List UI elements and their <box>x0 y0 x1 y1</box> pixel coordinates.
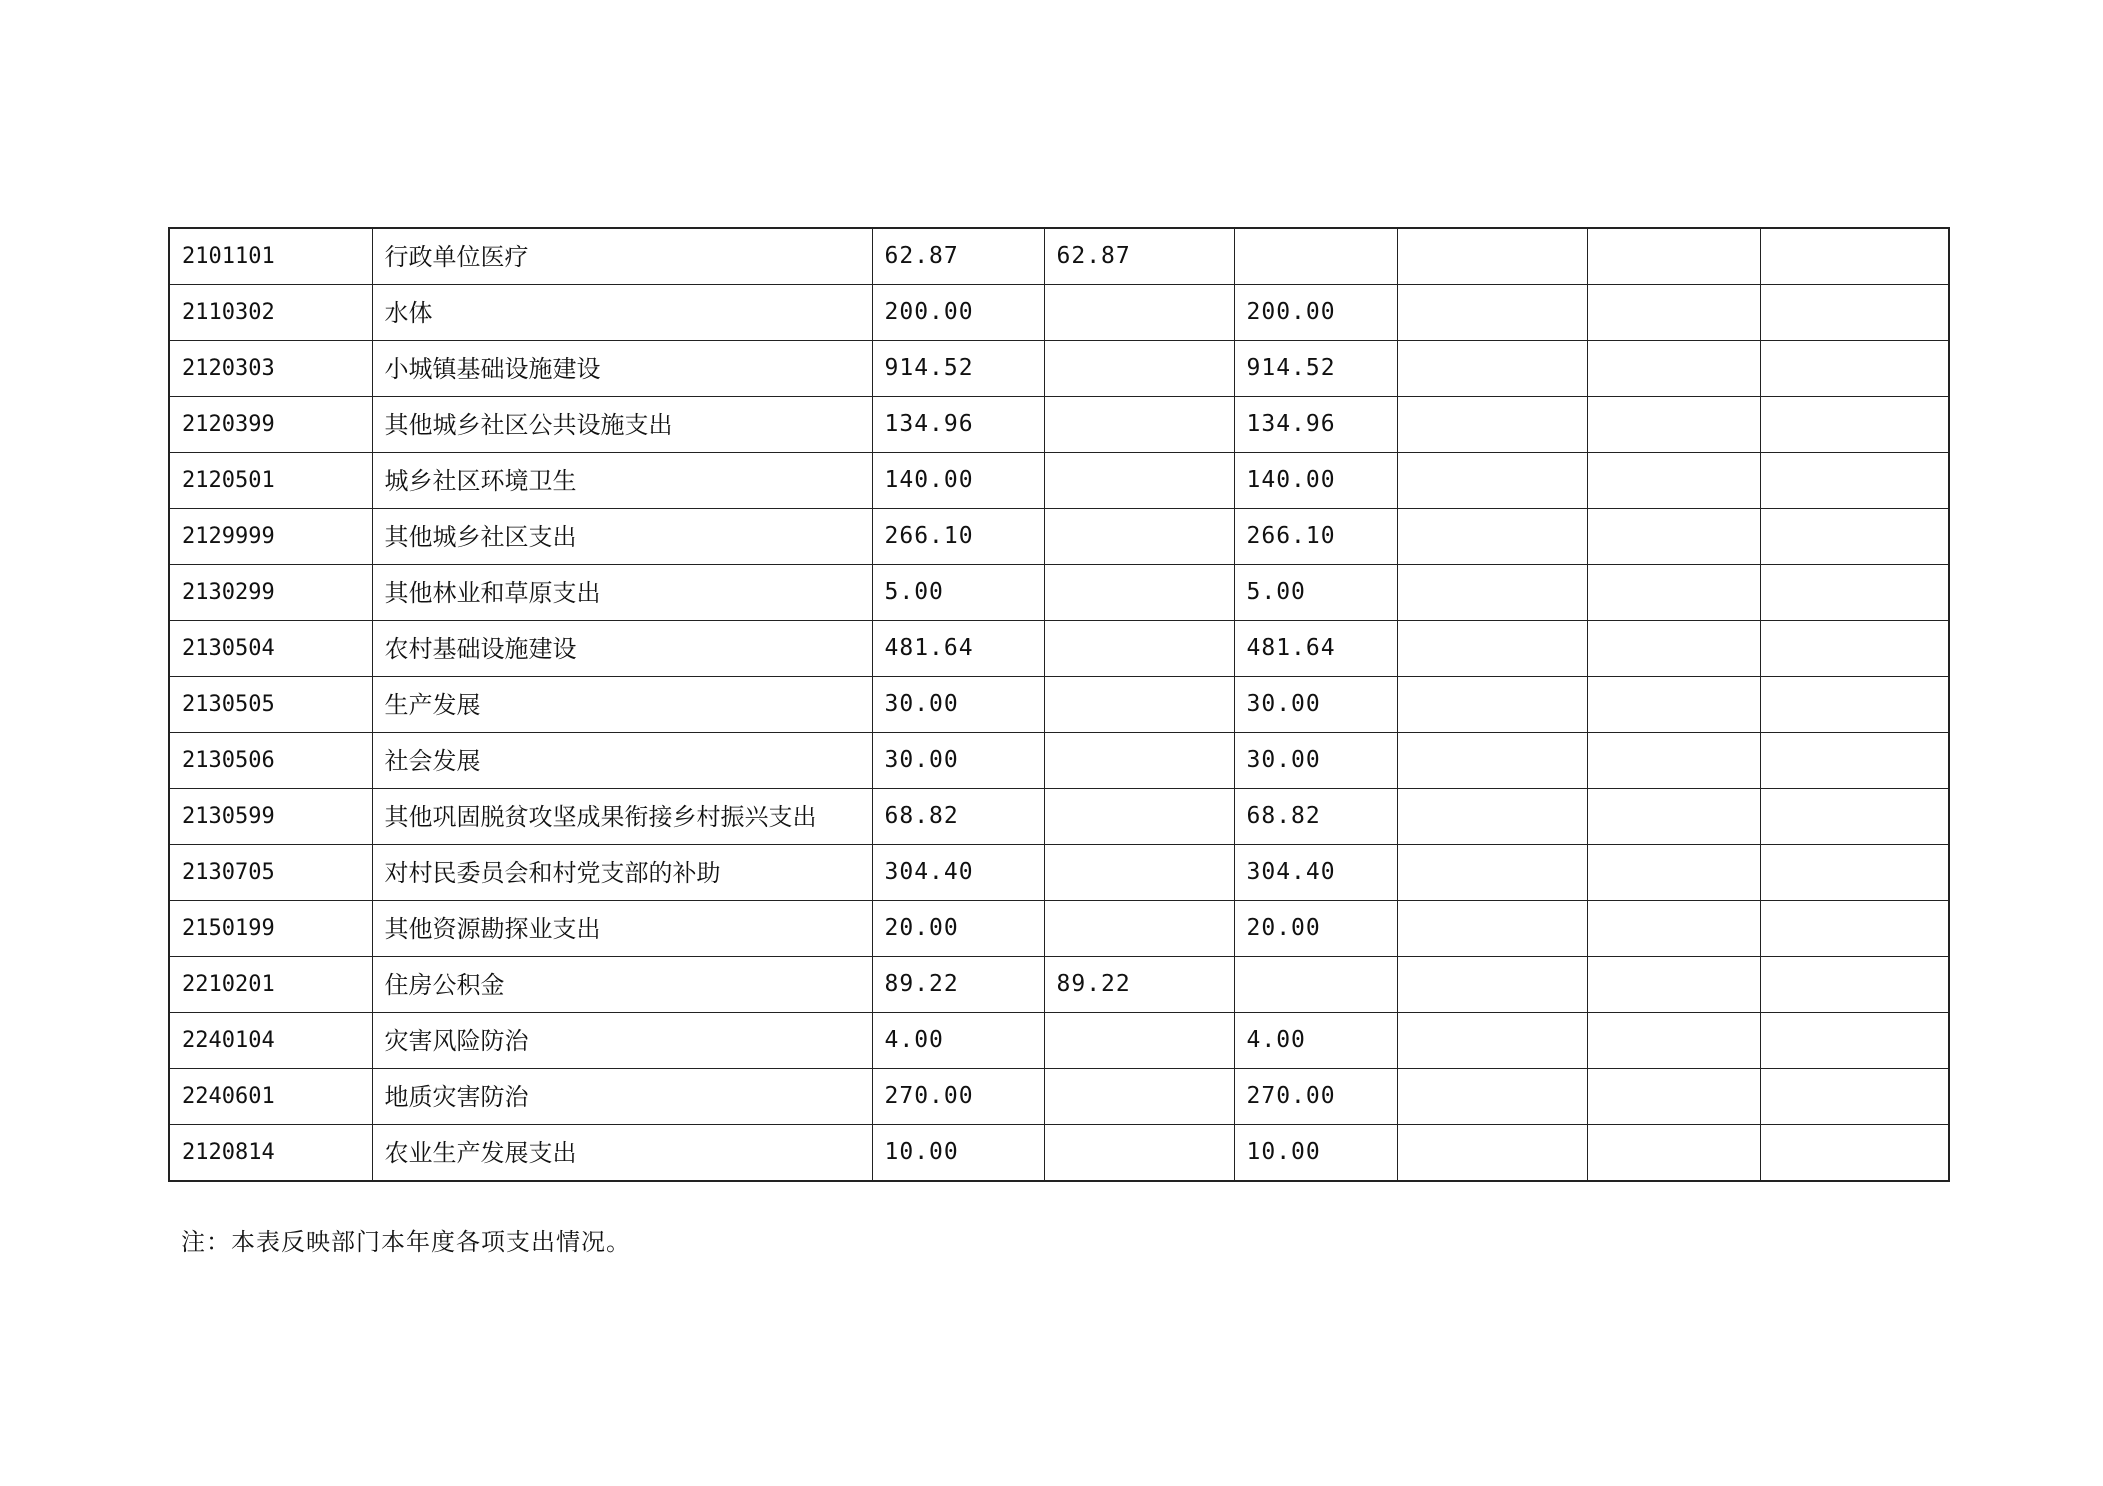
table-row <box>169 901 1949 957</box>
column-7-cell <box>1587 901 1760 957</box>
project-expenditure-cell: 200.00 <box>1234 285 1397 341</box>
column-8-cell <box>1760 341 1949 397</box>
column-8-cell <box>1760 1069 1949 1125</box>
function-name-cell: 其他林业和草原支出 <box>372 565 872 621</box>
function-name-cell: 灾害风险防治 <box>372 1013 872 1069</box>
total-amount-cell: 266.10 <box>872 509 1044 565</box>
function-name-cell: 地质灾害防治 <box>372 1069 872 1125</box>
table-row <box>169 733 1949 789</box>
table-footnote: 注：本表反映部门本年度各项支出情况。 <box>181 1228 631 1256</box>
expenditure-table-container <box>168 227 1948 1182</box>
total-amount-cell: 4.00 <box>872 1013 1044 1069</box>
total-amount-cell: 270.00 <box>872 1069 1044 1125</box>
function-name-cell: 其他城乡社区公共设施支出 <box>372 397 872 453</box>
function-name-cell: 水体 <box>372 285 872 341</box>
basic-expenditure-cell <box>1044 621 1234 677</box>
project-expenditure-cell: 266.10 <box>1234 509 1397 565</box>
table-row <box>169 957 1949 1013</box>
total-amount-cell: 30.00 <box>872 677 1044 733</box>
function-code-cell: 2110302 <box>169 285 372 341</box>
column-6-cell <box>1397 509 1587 565</box>
column-8-cell <box>1760 733 1949 789</box>
basic-expenditure-cell <box>1044 677 1234 733</box>
column-6-cell <box>1397 733 1587 789</box>
basic-expenditure-cell <box>1044 397 1234 453</box>
project-expenditure-cell: 10.00 <box>1234 1125 1397 1182</box>
column-6-cell <box>1397 957 1587 1013</box>
project-expenditure-cell: 914.52 <box>1234 341 1397 397</box>
table-row <box>169 341 1949 397</box>
column-6-cell <box>1397 1125 1587 1182</box>
column-7-cell <box>1587 509 1760 565</box>
column-6-cell <box>1397 228 1587 285</box>
table-row <box>169 845 1949 901</box>
basic-expenditure-cell <box>1044 1069 1234 1125</box>
function-code-cell: 2120501 <box>169 453 372 509</box>
column-6-cell <box>1397 789 1587 845</box>
total-amount-cell: 200.00 <box>872 285 1044 341</box>
project-expenditure-cell: 304.40 <box>1234 845 1397 901</box>
column-7-cell <box>1587 453 1760 509</box>
function-name-cell: 住房公积金 <box>372 957 872 1013</box>
total-amount-cell: 134.96 <box>872 397 1044 453</box>
project-expenditure-cell: 140.00 <box>1234 453 1397 509</box>
column-7-cell <box>1587 341 1760 397</box>
column-8-cell <box>1760 677 1949 733</box>
table-row <box>169 565 1949 621</box>
function-code-cell: 2240601 <box>169 1069 372 1125</box>
table-row <box>169 285 1949 341</box>
basic-expenditure-cell <box>1044 789 1234 845</box>
column-6-cell <box>1397 565 1587 621</box>
basic-expenditure-cell: 62.87 <box>1044 228 1234 285</box>
column-7-cell <box>1587 677 1760 733</box>
column-8-cell <box>1760 901 1949 957</box>
total-amount-cell: 68.82 <box>872 789 1044 845</box>
project-expenditure-cell: 20.00 <box>1234 901 1397 957</box>
function-name-cell: 其他城乡社区支出 <box>372 509 872 565</box>
function-code-cell: 2150199 <box>169 901 372 957</box>
project-expenditure-cell <box>1234 957 1397 1013</box>
column-7-cell <box>1587 789 1760 845</box>
column-6-cell <box>1397 341 1587 397</box>
column-7-cell <box>1587 845 1760 901</box>
project-expenditure-cell: 270.00 <box>1234 1069 1397 1125</box>
project-expenditure-cell: 4.00 <box>1234 1013 1397 1069</box>
function-name-cell: 社会发展 <box>372 733 872 789</box>
column-8-cell <box>1760 845 1949 901</box>
column-7-cell <box>1587 1069 1760 1125</box>
total-amount-cell: 481.64 <box>872 621 1044 677</box>
column-6-cell <box>1397 1013 1587 1069</box>
function-code-cell: 2120303 <box>169 341 372 397</box>
table-row <box>169 621 1949 677</box>
column-8-cell <box>1760 1013 1949 1069</box>
column-7-cell <box>1587 733 1760 789</box>
function-name-cell: 行政单位医疗 <box>372 228 872 285</box>
project-expenditure-cell: 30.00 <box>1234 733 1397 789</box>
function-name-cell: 农业生产发展支出 <box>372 1125 872 1182</box>
total-amount-cell: 20.00 <box>872 901 1044 957</box>
project-expenditure-cell: 5.00 <box>1234 565 1397 621</box>
table-row <box>169 1125 1949 1182</box>
basic-expenditure-cell <box>1044 1013 1234 1069</box>
total-amount-cell: 30.00 <box>872 733 1044 789</box>
table-row <box>169 228 1949 285</box>
basic-expenditure-cell <box>1044 901 1234 957</box>
column-6-cell <box>1397 1069 1587 1125</box>
column-8-cell <box>1760 621 1949 677</box>
column-6-cell <box>1397 677 1587 733</box>
column-6-cell <box>1397 397 1587 453</box>
column-8-cell <box>1760 509 1949 565</box>
column-8-cell <box>1760 228 1949 285</box>
table-row <box>169 1013 1949 1069</box>
function-code-cell: 2240104 <box>169 1013 372 1069</box>
column-7-cell <box>1587 285 1760 341</box>
function-code-cell: 2130599 <box>169 789 372 845</box>
table-row <box>169 509 1949 565</box>
total-amount-cell: 914.52 <box>872 341 1044 397</box>
column-6-cell <box>1397 901 1587 957</box>
total-amount-cell: 5.00 <box>872 565 1044 621</box>
table-row <box>169 453 1949 509</box>
total-amount-cell: 304.40 <box>872 845 1044 901</box>
function-name-cell: 对村民委员会和村党支部的补助 <box>372 845 872 901</box>
function-code-cell: 2130506 <box>169 733 372 789</box>
function-code-cell: 2129999 <box>169 509 372 565</box>
function-name-cell: 城乡社区环境卫生 <box>372 453 872 509</box>
table-row <box>169 1069 1949 1125</box>
basic-expenditure-cell: 89.22 <box>1044 957 1234 1013</box>
basic-expenditure-cell <box>1044 509 1234 565</box>
basic-expenditure-cell <box>1044 565 1234 621</box>
function-code-cell: 2120399 <box>169 397 372 453</box>
column-8-cell <box>1760 789 1949 845</box>
column-8-cell <box>1760 565 1949 621</box>
function-name-cell: 生产发展 <box>372 677 872 733</box>
column-8-cell <box>1760 1125 1949 1182</box>
column-7-cell <box>1587 228 1760 285</box>
column-8-cell <box>1760 285 1949 341</box>
column-6-cell <box>1397 453 1587 509</box>
basic-expenditure-cell <box>1044 1125 1234 1182</box>
column-8-cell <box>1760 397 1949 453</box>
project-expenditure-cell <box>1234 228 1397 285</box>
function-code-cell: 2210201 <box>169 957 372 1013</box>
column-6-cell <box>1397 621 1587 677</box>
column-6-cell <box>1397 845 1587 901</box>
project-expenditure-cell: 68.82 <box>1234 789 1397 845</box>
table-body <box>169 228 1949 1181</box>
column-7-cell <box>1587 957 1760 1013</box>
basic-expenditure-cell <box>1044 453 1234 509</box>
basic-expenditure-cell <box>1044 341 1234 397</box>
function-name-cell: 其他资源勘探业支出 <box>372 901 872 957</box>
column-6-cell <box>1397 285 1587 341</box>
function-code-cell: 2130505 <box>169 677 372 733</box>
basic-expenditure-cell <box>1044 285 1234 341</box>
function-name-cell: 其他巩固脱贫攻坚成果衔接乡村振兴支出 <box>372 789 872 845</box>
column-7-cell <box>1587 565 1760 621</box>
total-amount-cell: 10.00 <box>872 1125 1044 1182</box>
function-code-cell: 2130504 <box>169 621 372 677</box>
total-amount-cell: 62.87 <box>872 228 1044 285</box>
column-7-cell <box>1587 1013 1760 1069</box>
function-code-cell: 2130705 <box>169 845 372 901</box>
total-amount-cell: 140.00 <box>872 453 1044 509</box>
project-expenditure-cell: 481.64 <box>1234 621 1397 677</box>
column-7-cell <box>1587 1125 1760 1182</box>
column-8-cell <box>1760 453 1949 509</box>
project-expenditure-cell: 30.00 <box>1234 677 1397 733</box>
function-name-cell: 农村基础设施建设 <box>372 621 872 677</box>
function-code-cell: 2130299 <box>169 565 372 621</box>
column-8-cell <box>1760 957 1949 1013</box>
function-code-cell: 2120814 <box>169 1125 372 1182</box>
basic-expenditure-cell <box>1044 733 1234 789</box>
table-row <box>169 789 1949 845</box>
table-row <box>169 397 1949 453</box>
function-code-cell: 2101101 <box>169 228 372 285</box>
table-row <box>169 677 1949 733</box>
project-expenditure-cell: 134.96 <box>1234 397 1397 453</box>
total-amount-cell: 89.22 <box>872 957 1044 1013</box>
basic-expenditure-cell <box>1044 845 1234 901</box>
function-name-cell: 小城镇基础设施建设 <box>372 341 872 397</box>
column-7-cell <box>1587 397 1760 453</box>
column-7-cell <box>1587 621 1760 677</box>
expenditure-table <box>168 227 1950 1182</box>
